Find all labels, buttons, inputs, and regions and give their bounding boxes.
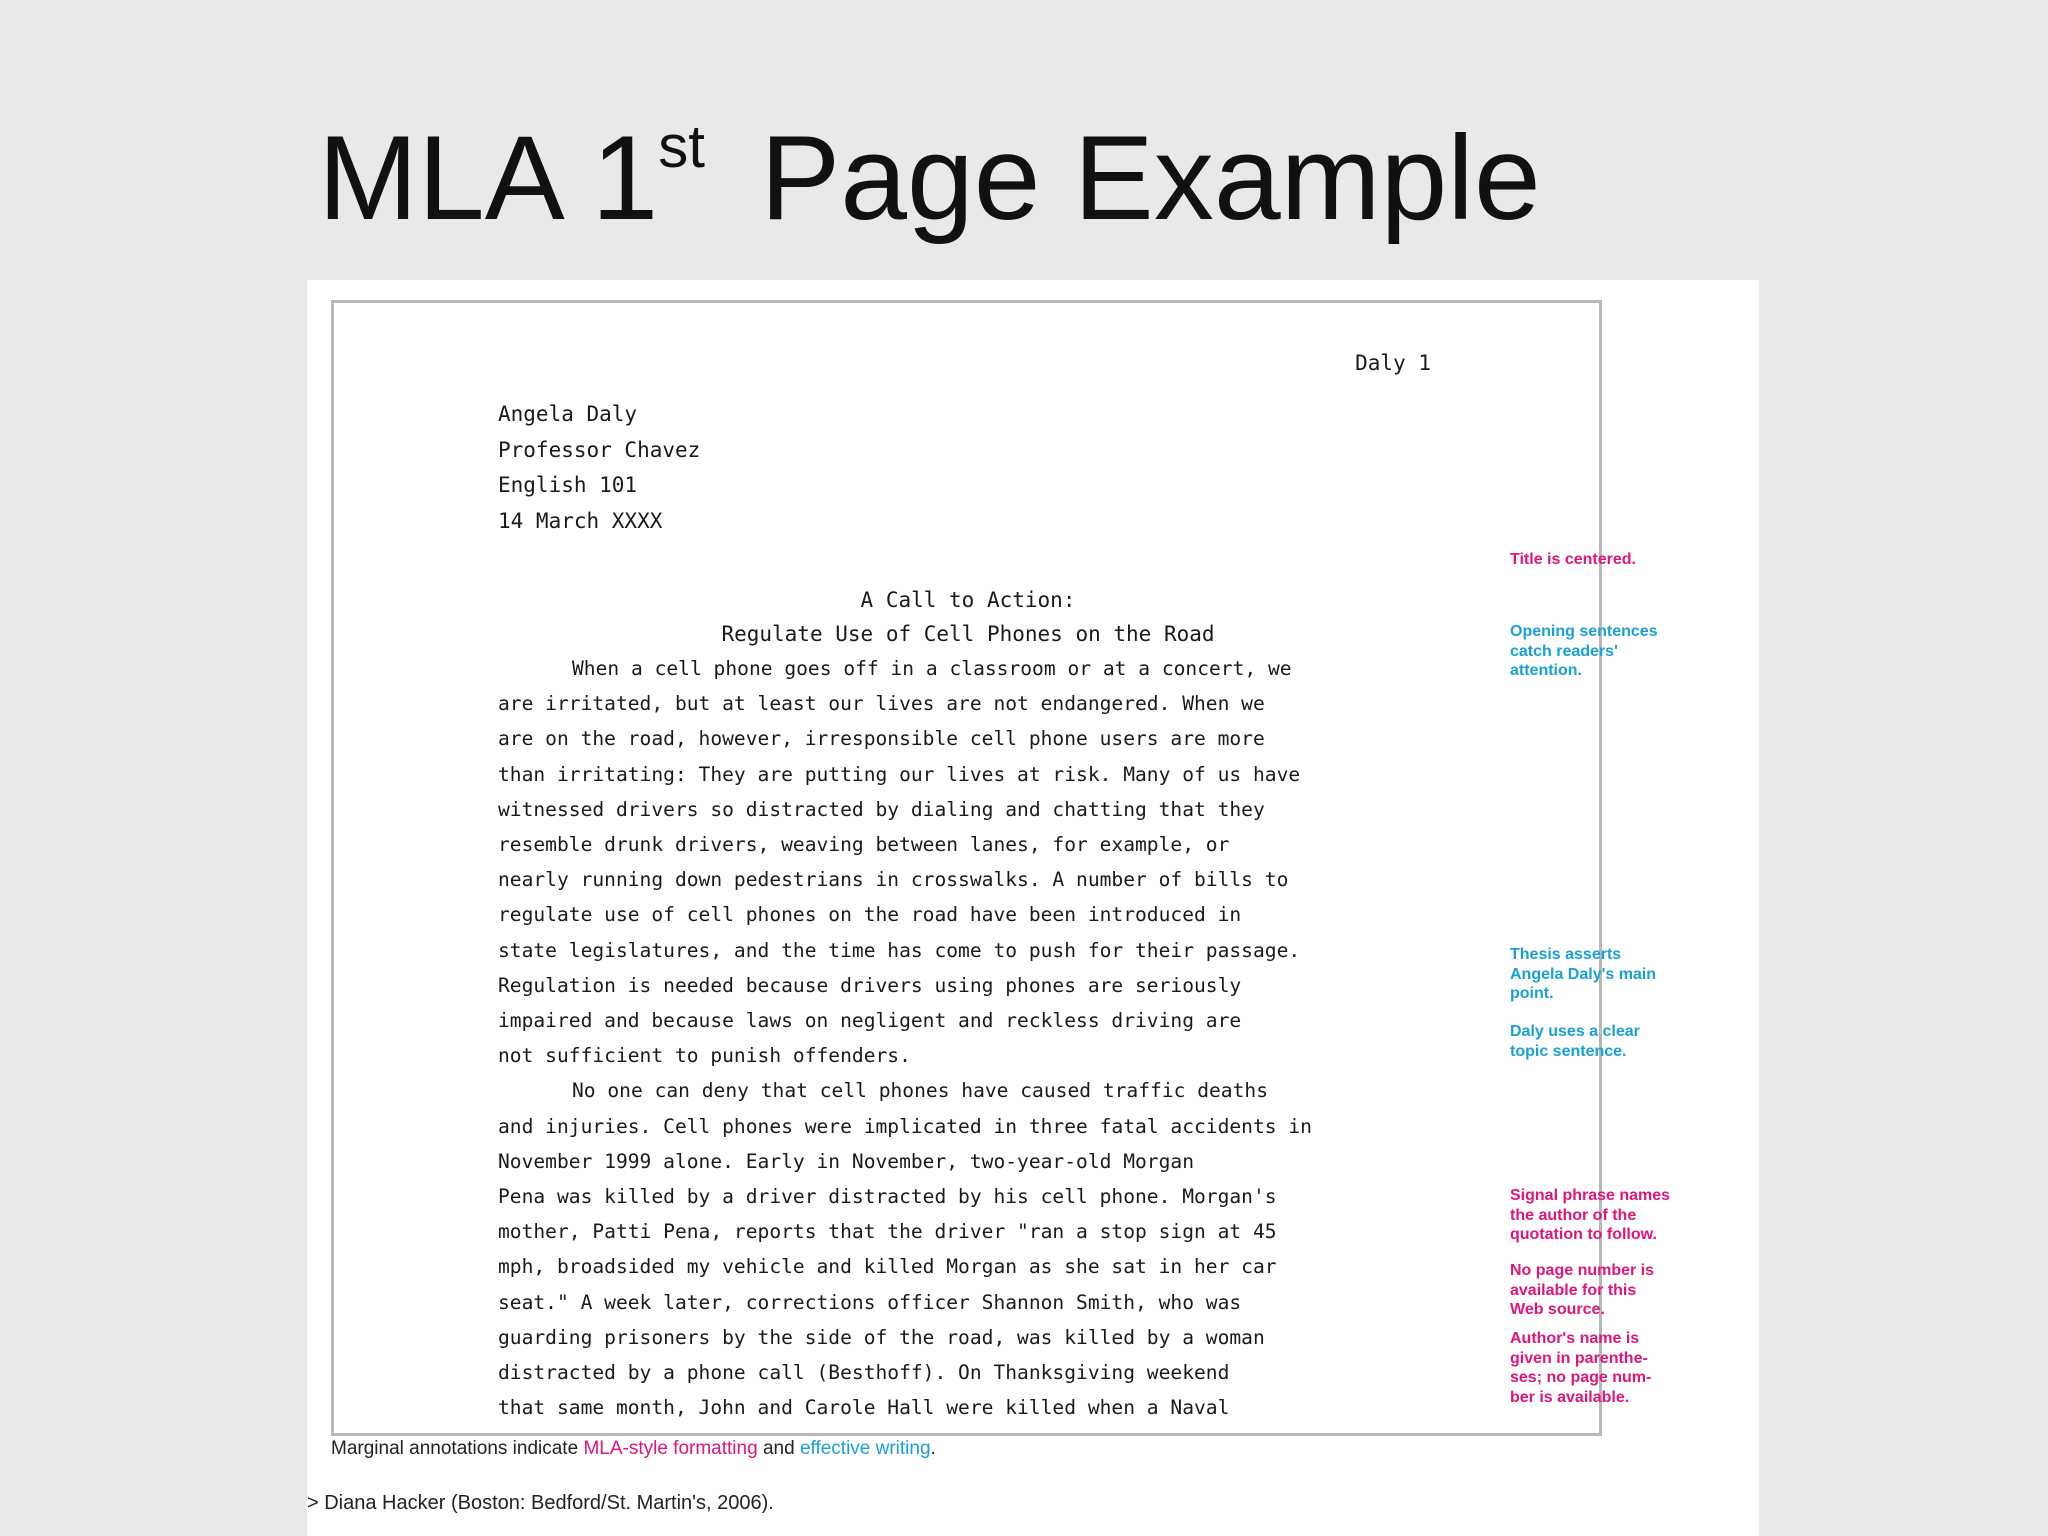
annotation-line: topic sentence. — [1510, 1042, 1627, 1060]
paragraph-line: witnessed drivers so distracted by dialing and chatting that they — [498, 797, 1265, 821]
margin-annotation — [1510, 1329, 1651, 1407]
margin-annotation — [1510, 622, 1658, 681]
annotation-line: the author of the — [1510, 1206, 1637, 1224]
annotation-line: Author's name is — [1510, 1330, 1640, 1347]
margin-annotation — [1510, 945, 1656, 1004]
annotation-line: Angela Daly's main — [1510, 965, 1657, 983]
annotation-line: ber is available. — [1510, 1388, 1630, 1406]
paper-title — [498, 583, 1438, 651]
caption-suffix: . — [930, 1438, 936, 1459]
annotation-line: point. — [1510, 985, 1554, 1002]
paragraph-line: that same month, John and Carole Hall were killed when a Naval — [498, 1396, 1230, 1420]
annotation-line: quotation to follow. — [1510, 1226, 1657, 1243]
paragraph-line: November 1999 alone. Early in November, two-year-old Morgan — [498, 1149, 1194, 1173]
paragraph-line: guarding prisoners by the side of the road, was killed by a woman — [498, 1325, 1265, 1349]
paper-body — [498, 651, 1444, 1425]
paragraph-line: No one can deny that cell phones have caused traffic deaths — [572, 1079, 1268, 1103]
heading-course: English 101 — [498, 473, 638, 497]
margin-annotation — [1510, 550, 1636, 570]
slide-title-rest: Page Example — [726, 111, 1541, 245]
annotation-line: No page number is — [1510, 1262, 1655, 1279]
annotation-line: catch readers' — [1510, 642, 1618, 660]
paper-title-line-1: A Call to Action: — [860, 588, 1076, 612]
paper-heading — [498, 397, 700, 539]
paragraph-line: seat." A week later, corrections officer Shannon Smith, who was — [498, 1290, 1242, 1314]
paragraph-line: impaired and because laws on negligent and reckless driving are — [498, 1009, 1242, 1033]
paragraph-line: are irritated, but at least our lives are not endangered. When we — [498, 692, 1265, 716]
paragraph-line: than irritating: They are putting our lives at risk. Many of us have — [498, 762, 1301, 786]
margin-annotation — [1510, 1261, 1654, 1320]
annotation-line: Daly uses a clear — [1510, 1023, 1640, 1040]
heading-professor: Professor Chavez — [498, 437, 701, 462]
paragraph-line: state legislatures, and the time has come to push for their passage. — [498, 938, 1301, 962]
annotation-line: attention. — [1510, 662, 1582, 679]
caption-middle: and — [757, 1438, 800, 1459]
paragraph-line: are on the road, however, irresponsible cell phone users are more — [498, 727, 1265, 751]
annotation-line: available for this — [1510, 1281, 1637, 1299]
paragraph-line: nearly running down pedestrians in crosswalks. A number of bills to — [498, 868, 1289, 892]
mla-example-figure — [307, 280, 1759, 1536]
paragraph-line: When a cell phone goes off in a classroom or at a concert, we — [572, 657, 1292, 680]
paragraph-line: not sufficient to punish offenders. — [498, 1044, 911, 1068]
paragraph-line: mother, Patti Pena, reports that the driver "ran a stop sign at 45 — [498, 1220, 1277, 1244]
paragraph-line: resemble drunk drivers, weaving between lanes, for example, or — [498, 833, 1230, 857]
margin-annotation — [1510, 1022, 1640, 1061]
paragraph-line: Regulation is needed because drivers using phones are seriously — [498, 973, 1242, 997]
heading-student-name: Angela Daly — [498, 402, 638, 426]
paper-page — [331, 300, 1602, 1436]
figure-caption — [331, 1438, 936, 1460]
annotation-line: Web source. — [1510, 1301, 1605, 1318]
paragraph-line: and injuries. Cell phones were implicated in three fatal accidents in — [498, 1114, 1312, 1138]
paragraph-line: Pena was killed by a driver distracted by his cell phone. Morgan's — [498, 1185, 1277, 1209]
slide-title-main: MLA 1 — [318, 111, 659, 245]
slide-title — [318, 111, 1541, 245]
caption-prefix: Marginal annotations indicate — [331, 1438, 584, 1459]
annotation-line: Title is centered. — [1510, 551, 1636, 568]
caption-writing-text: effective writing — [799, 1438, 931, 1459]
paragraph-line: mph, broadsided my vehicle and killed Morgan as she sat in her car — [498, 1255, 1277, 1279]
annotation-line: Thesis asserts — [1510, 946, 1622, 963]
annotation-line: Opening sentences — [1510, 623, 1658, 640]
source-citation: > Diana Hacker (Boston: Bedford/St. Martin's, 2006). — [307, 1492, 774, 1514]
annotation-line: given in parenthe- — [1510, 1349, 1648, 1367]
paragraph-line: regulate use of cell phones on the road have been introduced in — [498, 903, 1242, 927]
margin-annotation — [1510, 1186, 1670, 1245]
annotation-line: ses; no page num- — [1510, 1369, 1652, 1386]
annotation-line: Signal phrase names — [1510, 1187, 1671, 1204]
caption-formatting-text: MLA-style formatting — [583, 1438, 758, 1459]
slide-title-superscript: st — [658, 113, 705, 180]
paragraph-line: distracted by a phone call (Besthoff). On Thanksgiving weekend — [498, 1361, 1230, 1385]
heading-date: 14 March XXXX — [498, 508, 663, 533]
running-head: Daly 1 — [1355, 351, 1431, 375]
paper-title-line-2: Regulate Use of Cell Phones on the Road — [721, 622, 1215, 646]
